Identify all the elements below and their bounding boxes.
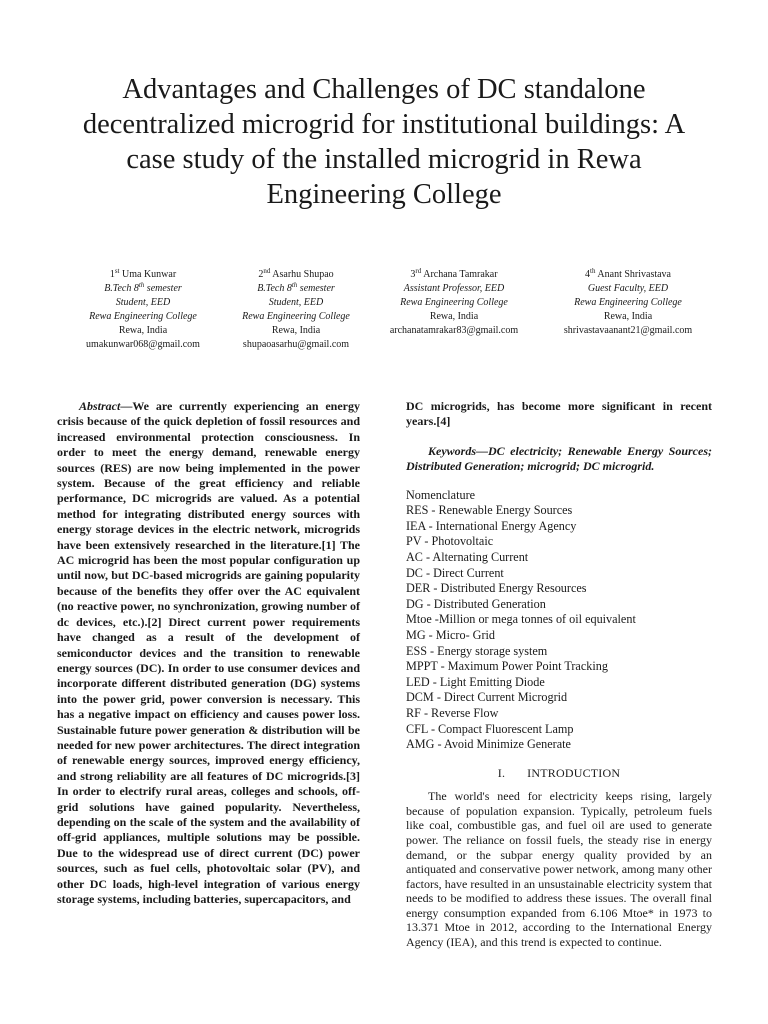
- abstract-continuation: DC microgrids, has become more significant in recent years.[4]: [406, 399, 712, 429]
- abstract-text: We are currently experiencing an energy crisis because of the quick depletion of fossil resources and increased environmental protection consciousness. In order to meet the energy demand, renewable energy sources (RES) are now being implemented in the power system. Because of the great efficiency and reliable performance, DC microgrids are valued. As a potential method for integrating distributed energy sources with energy storage devices in the electric network, microgrids have been extensively researched in the literature.[1] The AC microgrid has been the most popular configuration up until now, but DC-based microgrids are gaining popularity because of the benefits they offer over the AC equivalent (no reactive power, no synchronization, growing number of dc devices, etc.).[2] Direct current power requirements have changed as a result of the development of semiconductor devices and the transition to renewable energy sources (DC). In order to use consumer devices and incorporate different distributed generation (DG) systems into the power grid, power conversion is necessary. This has a negative impact on efficiency and causes power loss. Sustainable future power generation & distribution will be needed for new power architectures. The direct integration of renewable energy sources, improved energy efficiency, and strong reliability are all features of DC microgrids.[3] In order to electrify rural areas, colleges and schools, off-grid solutions have gained popularity. Nevertheless, depending on the scale of the system and the availability of off-grid appliances, multiple solutions may be possible. Due to the widespread use of direct current (DC) power sources, such as fuel cells, photovoltaic solar (PV), and other DC loads, high-level integration of various energy storage systems, including batteries, supercapacitors, and: [57, 399, 360, 906]
- author-2: [206, 268, 386, 352]
- author-program: B.Tech 8th semester: [257, 281, 335, 294]
- author-name-line: 2nd Asarhu Shupao: [258, 267, 334, 280]
- list-item: AC - Alternating Current: [406, 550, 529, 564]
- list-item: Mtoe -Million or mega tonnes of oil equivalent: [406, 612, 636, 627]
- keywords-paragraph: [406, 444, 712, 475]
- author-program: B.Tech 8th semester: [104, 281, 182, 294]
- section-heading: [406, 766, 712, 781]
- section-title: INTRODUCTION: [527, 765, 621, 780]
- list-item: DC - Direct Current: [406, 565, 504, 580]
- author-role: Student, EED: [115, 297, 171, 308]
- left-column: [57, 399, 360, 907]
- author-email[interactable]: archanatamrakar83@gmail.com: [389, 325, 519, 336]
- author-role: Assistant Professor, EED: [403, 283, 505, 294]
- author-4: [538, 268, 718, 338]
- list-item: RF - Reverse Flow: [406, 705, 499, 720]
- author-location: Rewa, India: [429, 311, 479, 322]
- author-affiliation: Rewa Engineering College: [89, 311, 197, 322]
- author-name-line: 3rd Archana Tamrakar: [410, 267, 498, 280]
- author-role: Student, EED: [268, 297, 324, 308]
- title-line: Advantages and Challenges of DC standalone: [122, 74, 646, 105]
- list-item: LED - Light Emitting Diode: [406, 674, 545, 689]
- list-item: RES - Renewable Energy Sources: [406, 503, 573, 518]
- list-item: DCM - Direct Current Microgrid: [406, 690, 568, 705]
- nomenclature-heading: Nomenclature: [406, 487, 476, 502]
- section-number: I.: [497, 765, 506, 780]
- right-column: [406, 399, 712, 950]
- author-name-line: 4th Anant Shrivastava: [585, 267, 671, 280]
- author-location: Rewa, India: [271, 325, 321, 336]
- author-email[interactable]: shrivastavaanant21@gmail.com: [563, 325, 693, 336]
- author-email[interactable]: shupaoasarhu@gmail.com: [242, 339, 350, 350]
- abstract-label: Abstract: [79, 399, 121, 413]
- author-location: Rewa, India: [118, 325, 168, 336]
- author-affiliation: Rewa Engineering College: [574, 297, 682, 308]
- author-3: [364, 268, 544, 338]
- list-item: IEA - International Energy Agency: [406, 518, 577, 533]
- author-affiliation: Rewa Engineering College: [242, 311, 350, 322]
- paper-title: [60, 72, 708, 212]
- title-line: Engineering College: [266, 179, 502, 210]
- author-email[interactable]: umakunwar068@gmail.com: [86, 339, 200, 350]
- abstract-paragraph: [57, 399, 360, 907]
- author-location: Rewa, India: [603, 311, 653, 322]
- author-affiliation: Rewa Engineering College: [400, 297, 508, 308]
- nomenclature-list: [406, 488, 712, 753]
- author-name-line: 1st Uma Kunwar: [109, 267, 177, 280]
- keywords-text: DC electricity; Renewable Energy Sources; Distributed Generation; microgrid; DC microgrid.: [406, 443, 712, 474]
- title-line: case study of the installed microgrid in Rewa: [126, 144, 642, 175]
- list-item: ESS - Energy storage system: [406, 643, 548, 658]
- list-item: CFL - Compact Fluorescent Lamp: [406, 721, 574, 736]
- intro-paragraph: The world's need for electricity keeps rising, largely because of population expansion. Typically, petroleum fuels like coal, combustible gas, and fuel oil are used to generate power. The reliance on fossil fuels, the steady rise in energy demand, or the subpar energy quality provided by an antiquated and conservative power network, among many other factors, have resulted in an unsustainable electricity system that needs to be modified to address these issues. The overall final energy consumption expanded from 6.106 Mtoe* in 1973 to 13.371 Mtoe in 2012, according to the International Energy Agency (IEA), and this trend is expected to continue.: [406, 789, 712, 950]
- abstract-dash: —: [120, 399, 133, 413]
- list-item: PV - Photovoltaic: [406, 534, 494, 549]
- author-role: Guest Faculty, EED: [587, 283, 669, 294]
- list-item: MG - Micro- Grid: [406, 627, 496, 642]
- list-item: AMG - Avoid Minimize Generate: [406, 737, 571, 752]
- list-item: DER - Distributed Energy Resources: [406, 581, 587, 596]
- keywords-dash: —: [476, 443, 488, 458]
- keywords-label: Keywords: [428, 443, 476, 458]
- title-line: decentralized microgrid for institutional buildings: A: [82, 109, 686, 140]
- list-item: DG - Distributed Generation: [406, 596, 546, 611]
- list-item: MPPT - Maximum Power Point Tracking: [406, 659, 608, 674]
